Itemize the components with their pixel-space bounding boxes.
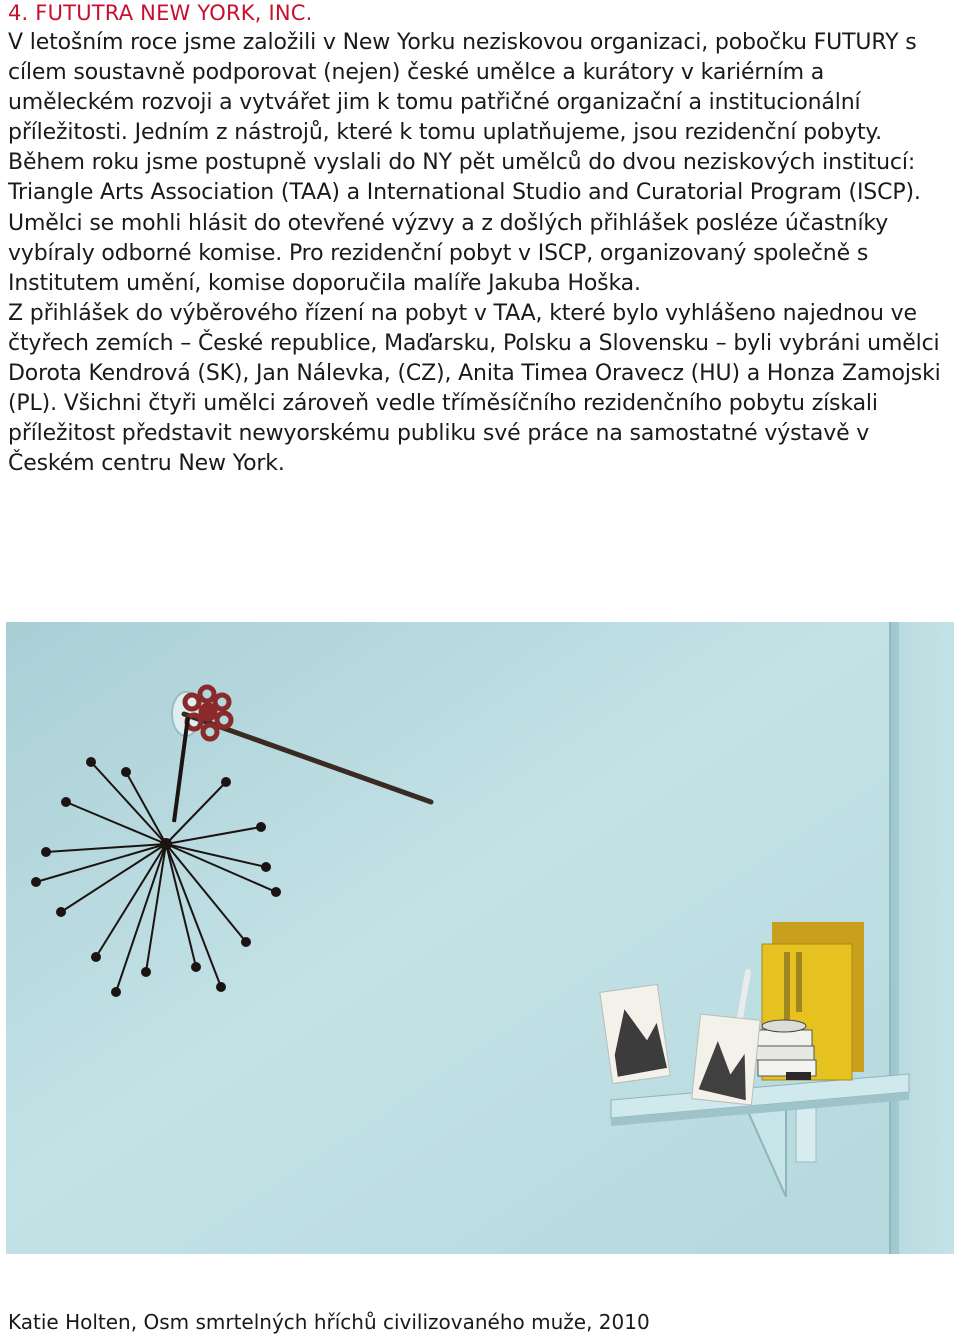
paragraph-intro: V letošním roce jsme založili v New Yorku neziskovou organizaci, pobočku FUTURY s cílem soustavně podporovat (nejen) české umělce a kurátory v kariérním a uměleckém rozvoji a vytvářet jim k tomu patřičné organizační a institucionální příležitosti. Jedním z nástrojů, které k tomu uplatňujeme, jsou rezidenční pobyty.: [8, 30, 917, 146]
artwork-photo: [6, 622, 954, 1254]
paragraph-residencies: Během roku jsme postupně vyslali do NY pět umělců do dvou neziskových institucí: Triangle Arts Association (TAA) a International Studio and Curatorial Program (ISCP). Umělci se mohli hlásit do otevřené výzvy a z došlých přihlášek posléze účastníky vybíraly odborné komise. Pro rezidenční pobyt v ISCP, organizovaný společně s Institutem umění, komise doporučila malíře Jakuba Hoška.: [8, 150, 921, 296]
paragraph-taa-selection: Z přihlášek do výběrového řízení na pobyt v TAA, které bylo vyhlášeno najednou ve čtyřech zemích – České republice, Maďarsku, Polsku a Slovensku – byli vybráni umělci Dorota Kendrová (SK), Jan Nálevka, (CZ), Anita Timea Oravecz (HU) a Honza Zamojski (PL). Všichni čtyři umělci zároveň vedle tříměsíčního rezidenčního pobytu získali příležitost představit newyorskému publiku své práce na samostatné výstavě v Českém centru New York.: [8, 300, 941, 477]
photo-caption: Katie Holten, Osm smrtelných hříchů civilizovaného muže, 2010: [8, 1310, 650, 1334]
article-body: [8, 28, 952, 479]
page-heading: 4. FUTUTRA NEW YORK, INC.: [8, 1, 313, 25]
